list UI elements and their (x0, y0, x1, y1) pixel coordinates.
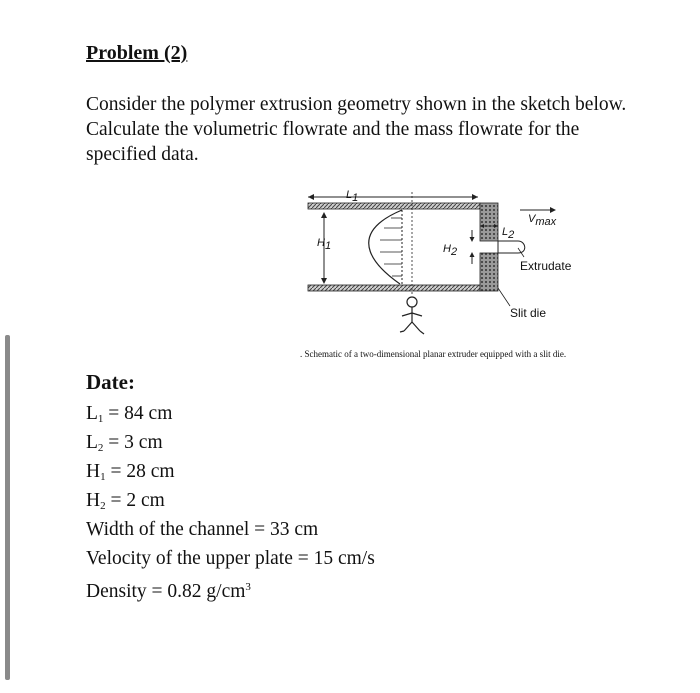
label-h2: $H_2$ (443, 243, 458, 258)
label-l1: $L_1$ (346, 189, 359, 204)
velocity-profile (369, 210, 402, 284)
figure-caption: . Schematic of a two-dimensional planar extruder equipped with a slit die. (300, 349, 567, 359)
data-item-l1: $L_1 = 84$ cm (86, 403, 173, 425)
die-lower-block (480, 253, 498, 291)
label-slit-die: Slit die (510, 306, 547, 320)
extruder-schematic (300, 188, 620, 368)
l1-dimension (308, 194, 478, 200)
scroll-indicator-bar (5, 335, 10, 680)
problem-statement: Consider the polymer extrusion geometry shown in the sketch below. Calculate the volumetric flowrate and the mass flowrate for the specified data. (86, 94, 627, 165)
data-item-h2: $H_2 = 2$ cm (86, 490, 165, 512)
data-item-h1: $H_1 = 28$ cm (86, 461, 175, 483)
label-h1: $H_1$ (317, 237, 332, 252)
label-extrudate: Extrudate (520, 259, 572, 273)
label-l2: $L_2$ (502, 226, 515, 241)
lower-plate (308, 285, 480, 291)
die-upper-block (480, 203, 498, 241)
extruder-sketch (300, 188, 620, 348)
given-data-list (86, 399, 375, 602)
observer-figure-icon (400, 297, 424, 334)
data-section-title: Date: (86, 370, 135, 394)
slit-die-leader (498, 288, 510, 306)
data-item-density: Density = 0.82 $g/cm^3$ (86, 581, 251, 602)
label-vmax: $V_{max}$ (528, 213, 557, 228)
data-item-l2: $L_2 = 3$ cm (86, 432, 163, 454)
problem-title: Problem (2) (86, 42, 188, 64)
data-item-width: Width of the channel = 33 cm (86, 519, 319, 540)
h2-dimension (470, 230, 475, 264)
upper-plate (308, 203, 480, 209)
data-item-velocity: Velocity of the upper plate = 15 cm/s (86, 548, 375, 569)
extrudate-shape (498, 241, 525, 253)
